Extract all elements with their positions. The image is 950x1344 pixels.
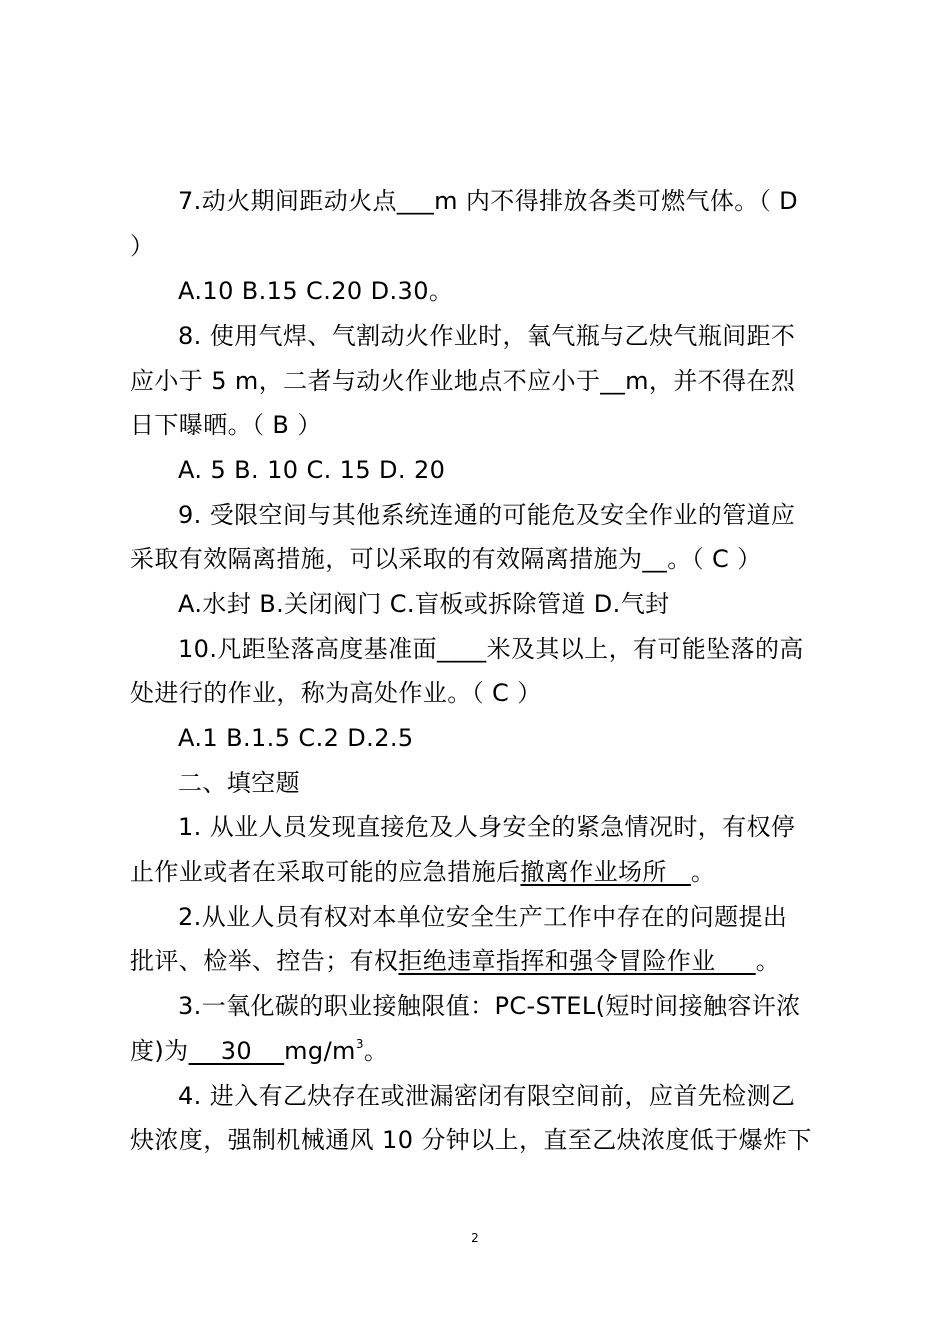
q8-line2: 应小于 5 m，二者与动火作业地点不应小于__m，并不得在烈 bbox=[130, 367, 796, 395]
f1-answer: 撤离作业场所 bbox=[520, 858, 691, 886]
f3-line2-text: 度)为 bbox=[130, 1037, 189, 1065]
f3-line1: 3.一氧化碳的职业接触限值：PC-STEL(短时间接触容许浓 bbox=[178, 992, 801, 1020]
q7-line1: 7.动火期间距动火点___m 内不得排放各类可燃气体。（ D bbox=[178, 187, 799, 215]
q7-line2: ） bbox=[130, 232, 155, 260]
f1-line2 bbox=[130, 856, 715, 888]
f3-line2 bbox=[130, 1035, 388, 1067]
q9-line2: 采取有效隔离措施，可以采取的有效隔离措施为__。（ C ） bbox=[130, 545, 762, 573]
f4-line1: 4. 进入有乙炔存在或泄漏密闭有限空间前，应首先检测乙 bbox=[178, 1082, 796, 1110]
f2-line1: 2.从业人员有权对本单位安全生产工作中存在的问题提出 bbox=[178, 903, 788, 931]
f2-answer: 拒绝违章指挥和强令冒险作业 bbox=[398, 947, 756, 975]
f3-answer: 30 bbox=[188, 1037, 285, 1065]
f4-line2: 炔浓度，强制机械通风 10 分钟以上，直至乙炔浓度低于爆炸下 bbox=[130, 1126, 812, 1154]
f2-line2 bbox=[130, 945, 780, 977]
f1-line2-text: 止作业或者在采取可能的应急措施后 bbox=[130, 858, 521, 886]
q10-options: A.1 B.1.5 C.2 D.2.5 bbox=[178, 724, 414, 752]
f2-line2-end: 。 bbox=[755, 947, 781, 975]
f3-unit-exponent: 3 bbox=[355, 1037, 364, 1051]
q8-options: A. 5 B. 10 C. 15 D. 20 bbox=[178, 456, 446, 484]
q9-options: A.水封 B.关闭阀门 C.盲板或拆除管道 D.气封 bbox=[178, 590, 670, 618]
f2-line2-text: 批评、检举、控告；有权 bbox=[130, 947, 399, 975]
f3-unit: mg/m bbox=[284, 1037, 356, 1065]
q10-line2: 处进行的作业，称为高处作业。（ C ） bbox=[130, 679, 542, 707]
q10-line1: 10.凡距坠落高度基准面____米及其以上，有可能坠落的高 bbox=[178, 635, 804, 663]
f1-line2-end: 。 bbox=[690, 858, 716, 886]
page-number: 2 bbox=[471, 1231, 479, 1245]
q7-options: A.10 B.15 C.20 D.30。 bbox=[178, 277, 454, 305]
f3-line2-end: 。 bbox=[363, 1037, 389, 1065]
q9-line1: 9. 受限空间与其他系统连通的可能危及安全作业的管道应 bbox=[178, 501, 796, 529]
f1-line1: 1. 从业人员发现直接危及人身安全的紧急情况时，有权停 bbox=[178, 813, 796, 841]
q8-line1: 8. 使用气焊、气割动火作业时，氧气瓶与乙炔气瓶间距不 bbox=[178, 322, 796, 350]
section2-heading: 二、填空题 bbox=[178, 769, 300, 797]
q8-line3: 日下曝晒。（ B ） bbox=[130, 411, 322, 439]
